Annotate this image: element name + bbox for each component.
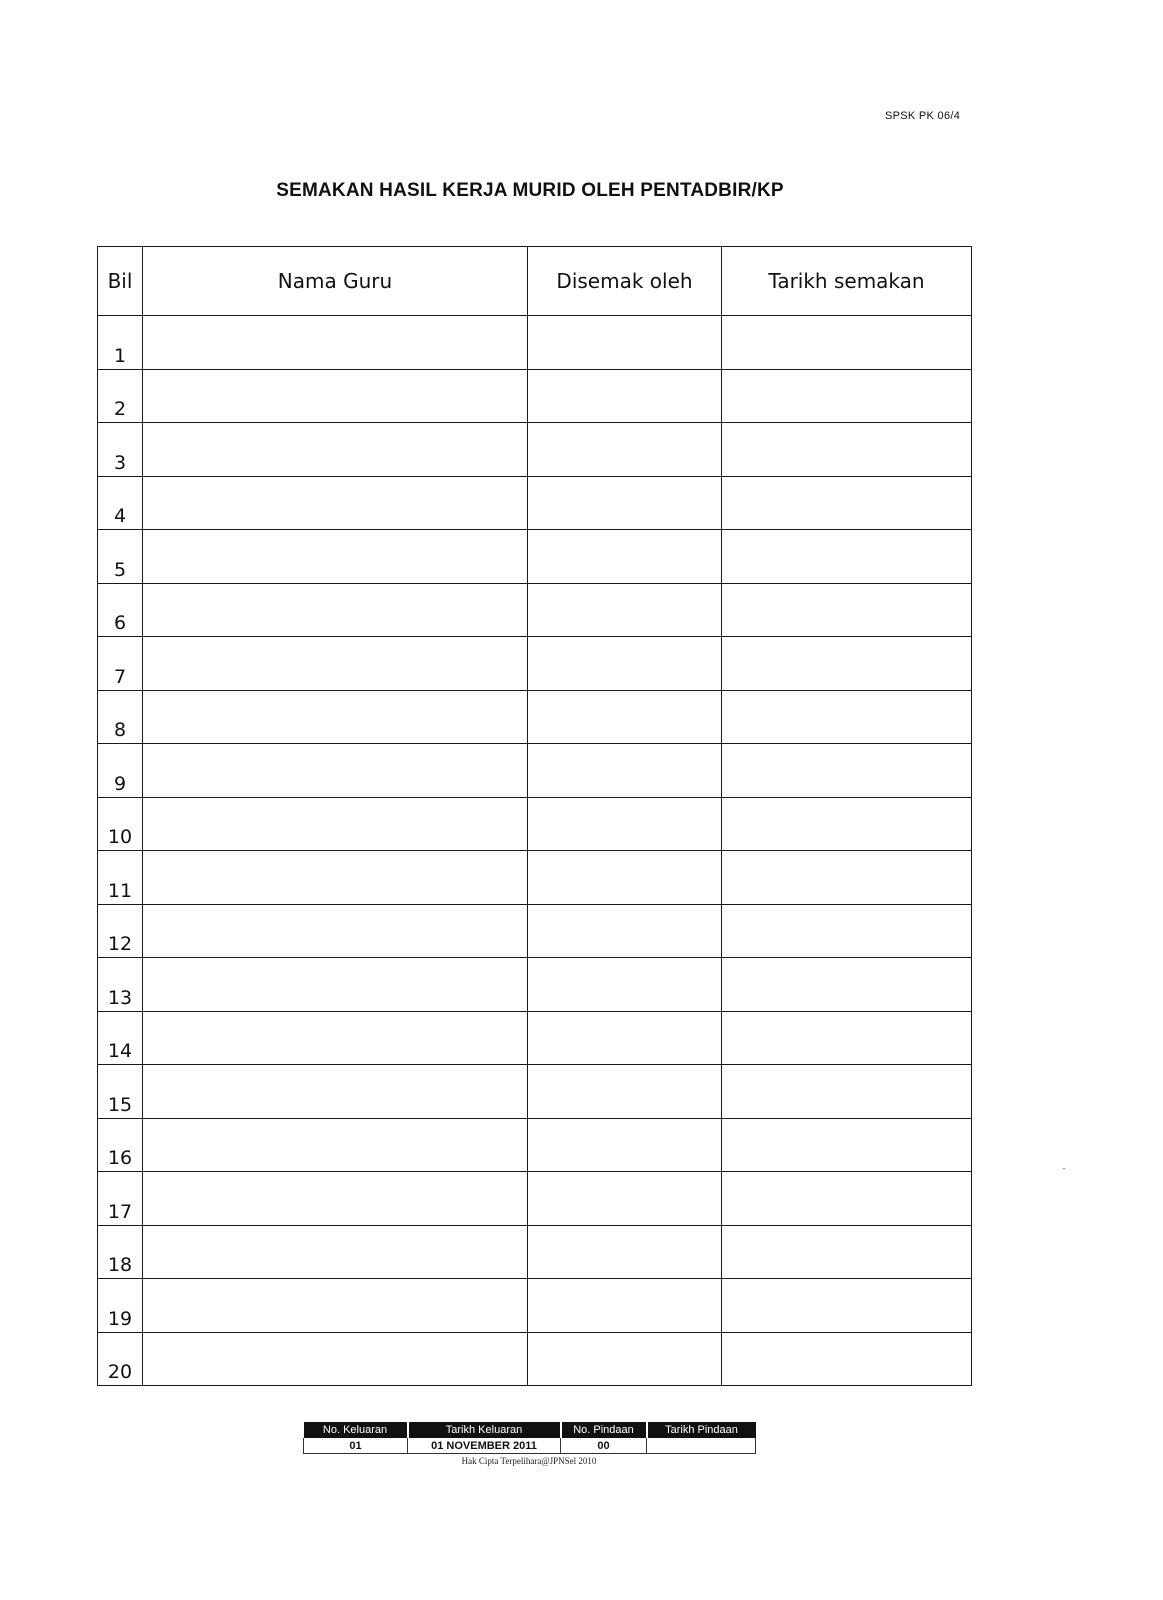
table-header-row [98,247,972,316]
issue-value-row [304,1438,756,1454]
row-number: 18 [98,1225,143,1279]
row-number: 20 [98,1332,143,1386]
copyright-notice: Hak Cipta Terpelihara@JPNSel 2010 [461,1456,597,1466]
tarikh-semakan-cell[interactable] [722,476,972,530]
row-number: 6 [98,583,143,637]
nama-guru-cell[interactable] [143,1118,528,1172]
nama-guru-cell[interactable] [143,797,528,851]
table-row [98,1118,972,1172]
disemak-oleh-cell[interactable] [528,530,722,584]
disemak-oleh-cell[interactable] [528,744,722,798]
nama-guru-cell[interactable] [143,1011,528,1065]
issue-value-no-keluaran: 01 [304,1438,408,1454]
row-number: 12 [98,904,143,958]
nama-guru-cell[interactable] [143,1065,528,1119]
nama-guru-cell[interactable] [143,851,528,905]
nama-guru-cell[interactable] [143,1225,528,1279]
table-row [98,958,972,1012]
table-row [98,744,972,798]
nama-guru-cell[interactable] [143,423,528,477]
table-row [98,1011,972,1065]
row-number: 5 [98,530,143,584]
tarikh-semakan-cell[interactable] [722,1225,972,1279]
tarikh-semakan-cell[interactable] [722,690,972,744]
table-row [98,423,972,477]
tarikh-semakan-cell[interactable] [722,1118,972,1172]
nama-guru-cell[interactable] [143,1332,528,1386]
tarikh-semakan-cell[interactable] [722,1065,972,1119]
tarikh-semakan-cell[interactable] [722,958,972,1012]
table-row [98,316,972,370]
disemak-oleh-cell[interactable] [528,1172,722,1226]
nama-guru-cell[interactable] [143,637,528,691]
table-body [98,316,972,1386]
nama-guru-cell[interactable] [143,1172,528,1226]
disemak-oleh-cell[interactable] [528,851,722,905]
nama-guru-cell[interactable] [143,958,528,1012]
table-row [98,797,972,851]
issue-header-no-keluaran: No. Keluaran [304,1422,408,1438]
row-number: 15 [98,1065,143,1119]
disemak-oleh-cell[interactable] [528,958,722,1012]
nama-guru-cell[interactable] [143,904,528,958]
issue-value-tarikh-pindaan [647,1438,756,1454]
row-number: 4 [98,476,143,530]
table-row [98,1172,972,1226]
table-row [98,1279,972,1333]
tarikh-semakan-cell[interactable] [722,904,972,958]
disemak-oleh-cell[interactable] [528,1118,722,1172]
document-code: SPSK PK 06/4 [885,110,961,122]
table-row [98,530,972,584]
disemak-oleh-cell[interactable] [528,423,722,477]
disemak-oleh-cell[interactable] [528,369,722,423]
header-disemak-oleh: Disemak oleh [528,247,722,316]
nama-guru-cell[interactable] [143,744,528,798]
issue-info-table [303,1422,756,1454]
nama-guru-cell[interactable] [143,530,528,584]
disemak-oleh-cell[interactable] [528,583,722,637]
row-number: 7 [98,637,143,691]
row-number: 13 [98,958,143,1012]
disemak-oleh-cell[interactable] [528,690,722,744]
tarikh-semakan-cell[interactable] [722,797,972,851]
row-number: 8 [98,690,143,744]
issue-header-row [304,1422,756,1438]
disemak-oleh-cell[interactable] [528,904,722,958]
tarikh-semakan-cell[interactable] [722,1279,972,1333]
checklist-table [97,246,972,1386]
issue-header-tarikh-pindaan: Tarikh Pindaan [647,1422,756,1438]
row-number: 14 [98,1011,143,1065]
table-row [98,476,972,530]
table-row [98,583,972,637]
nama-guru-cell[interactable] [143,583,528,637]
header-tarikh-semakan: Tarikh semakan [722,247,972,316]
disemak-oleh-cell[interactable] [528,1279,722,1333]
table-row [98,904,972,958]
row-number: 16 [98,1118,143,1172]
nama-guru-cell[interactable] [143,316,528,370]
disemak-oleh-cell[interactable] [528,797,722,851]
issue-value-no-pindaan: 00 [561,1438,647,1454]
tarikh-semakan-cell[interactable] [722,583,972,637]
table-row [98,851,972,905]
issue-value-tarikh-keluaran: 01 NOVEMBER 2011 [408,1438,561,1454]
tarikh-semakan-cell[interactable] [722,1011,972,1065]
tarikh-semakan-cell[interactable] [722,369,972,423]
nama-guru-cell[interactable] [143,690,528,744]
scan-speck [1063,1168,1065,1169]
table-row [98,690,972,744]
issue-header-tarikh-keluaran: Tarikh Keluaran [408,1422,561,1438]
disemak-oleh-cell[interactable] [528,1065,722,1119]
row-number: 10 [98,797,143,851]
table-row [98,1225,972,1279]
row-number: 11 [98,851,143,905]
row-number: 17 [98,1172,143,1226]
row-number: 2 [98,369,143,423]
disemak-oleh-cell[interactable] [528,637,722,691]
disemak-oleh-cell[interactable] [528,1332,722,1386]
disemak-oleh-cell[interactable] [528,476,722,530]
tarikh-semakan-cell[interactable] [722,530,972,584]
tarikh-semakan-cell[interactable] [722,1332,972,1386]
table-row [98,637,972,691]
nama-guru-cell[interactable] [143,476,528,530]
row-number: 9 [98,744,143,798]
row-number: 3 [98,423,143,477]
tarikh-semakan-cell[interactable] [722,423,972,477]
nama-guru-cell[interactable] [143,369,528,423]
header-nama-guru: Nama Guru [143,247,528,316]
tarikh-semakan-cell[interactable] [722,1172,972,1226]
disemak-oleh-cell[interactable] [528,1011,722,1065]
table-row [98,1332,972,1386]
tarikh-semakan-cell[interactable] [722,851,972,905]
issue-header-no-pindaan: No. Pindaan [561,1422,647,1438]
tarikh-semakan-cell[interactable] [722,637,972,691]
document-title: SEMAKAN HASIL KERJA MURID OLEH PENTADBIR/KP [276,180,784,201]
row-number: 19 [98,1279,143,1333]
disemak-oleh-cell[interactable] [528,316,722,370]
header-bil: Bil [98,247,143,316]
table-row [98,1065,972,1119]
tarikh-semakan-cell[interactable] [722,316,972,370]
row-number: 1 [98,316,143,370]
disemak-oleh-cell[interactable] [528,1225,722,1279]
tarikh-semakan-cell[interactable] [722,744,972,798]
nama-guru-cell[interactable] [143,1279,528,1333]
table-row [98,369,972,423]
